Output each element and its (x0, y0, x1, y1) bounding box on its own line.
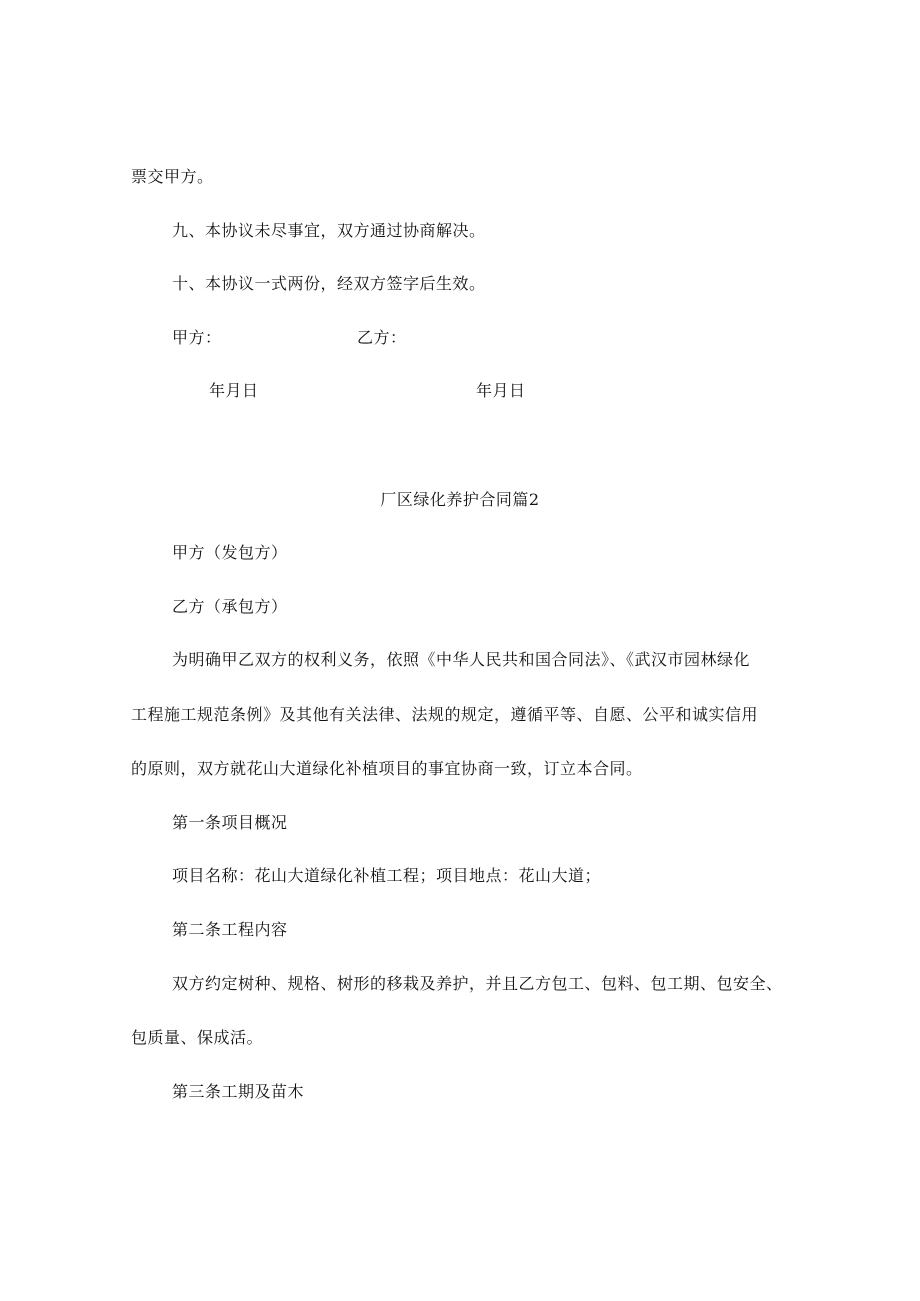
clause-9: 九、本协议未尽事宜，双方通过协商解决。 (172, 221, 486, 240)
article-1-heading: 第一条项目概况 (172, 813, 288, 832)
preamble-line: 为明确甲乙双方的权利义务，依照《中华人民共和国合同法》、《武汉市园林绿化 (172, 650, 751, 669)
clause-10: 十、本协议一式两份，经双方签字后生效。 (172, 274, 486, 293)
signature-date-b: 年月日 (476, 381, 526, 400)
article-2-body: 双方约定树种、规格、树形的移栽及养护，并且乙方包工、包料、包工期、包安全、 (172, 974, 783, 993)
signature-party-b: 乙方： (357, 328, 407, 347)
paragraph-continuation: 票交甲方。 (131, 167, 214, 186)
party-b-label: 乙方（承包方） (172, 597, 288, 616)
article-2-body: 包质量、保成活。 (131, 1028, 264, 1047)
party-a-label: 甲方（发包方） (172, 543, 288, 562)
article-3-heading: 第三条工期及苗木 (172, 1082, 305, 1101)
preamble-line: 的原则，双方就花山大道绿化补植项目的事宜协商一致，订立本合同。 (131, 759, 643, 778)
preamble-line: 工程施工规范条例》及其他有关法律、法规的规定，遵循平等、自愿、公平和诚实信用 (131, 705, 759, 724)
signature-party-a: 甲方： (172, 328, 222, 347)
article-2-heading: 第二条工程内容 (172, 920, 288, 939)
section-title: 厂区绿化养护合同篇2 (380, 490, 540, 509)
article-1-body: 项目名称：花山大道绿化补植工程；项目地点：花山大道； (172, 866, 602, 885)
signature-date-a: 年月日 (209, 381, 259, 400)
